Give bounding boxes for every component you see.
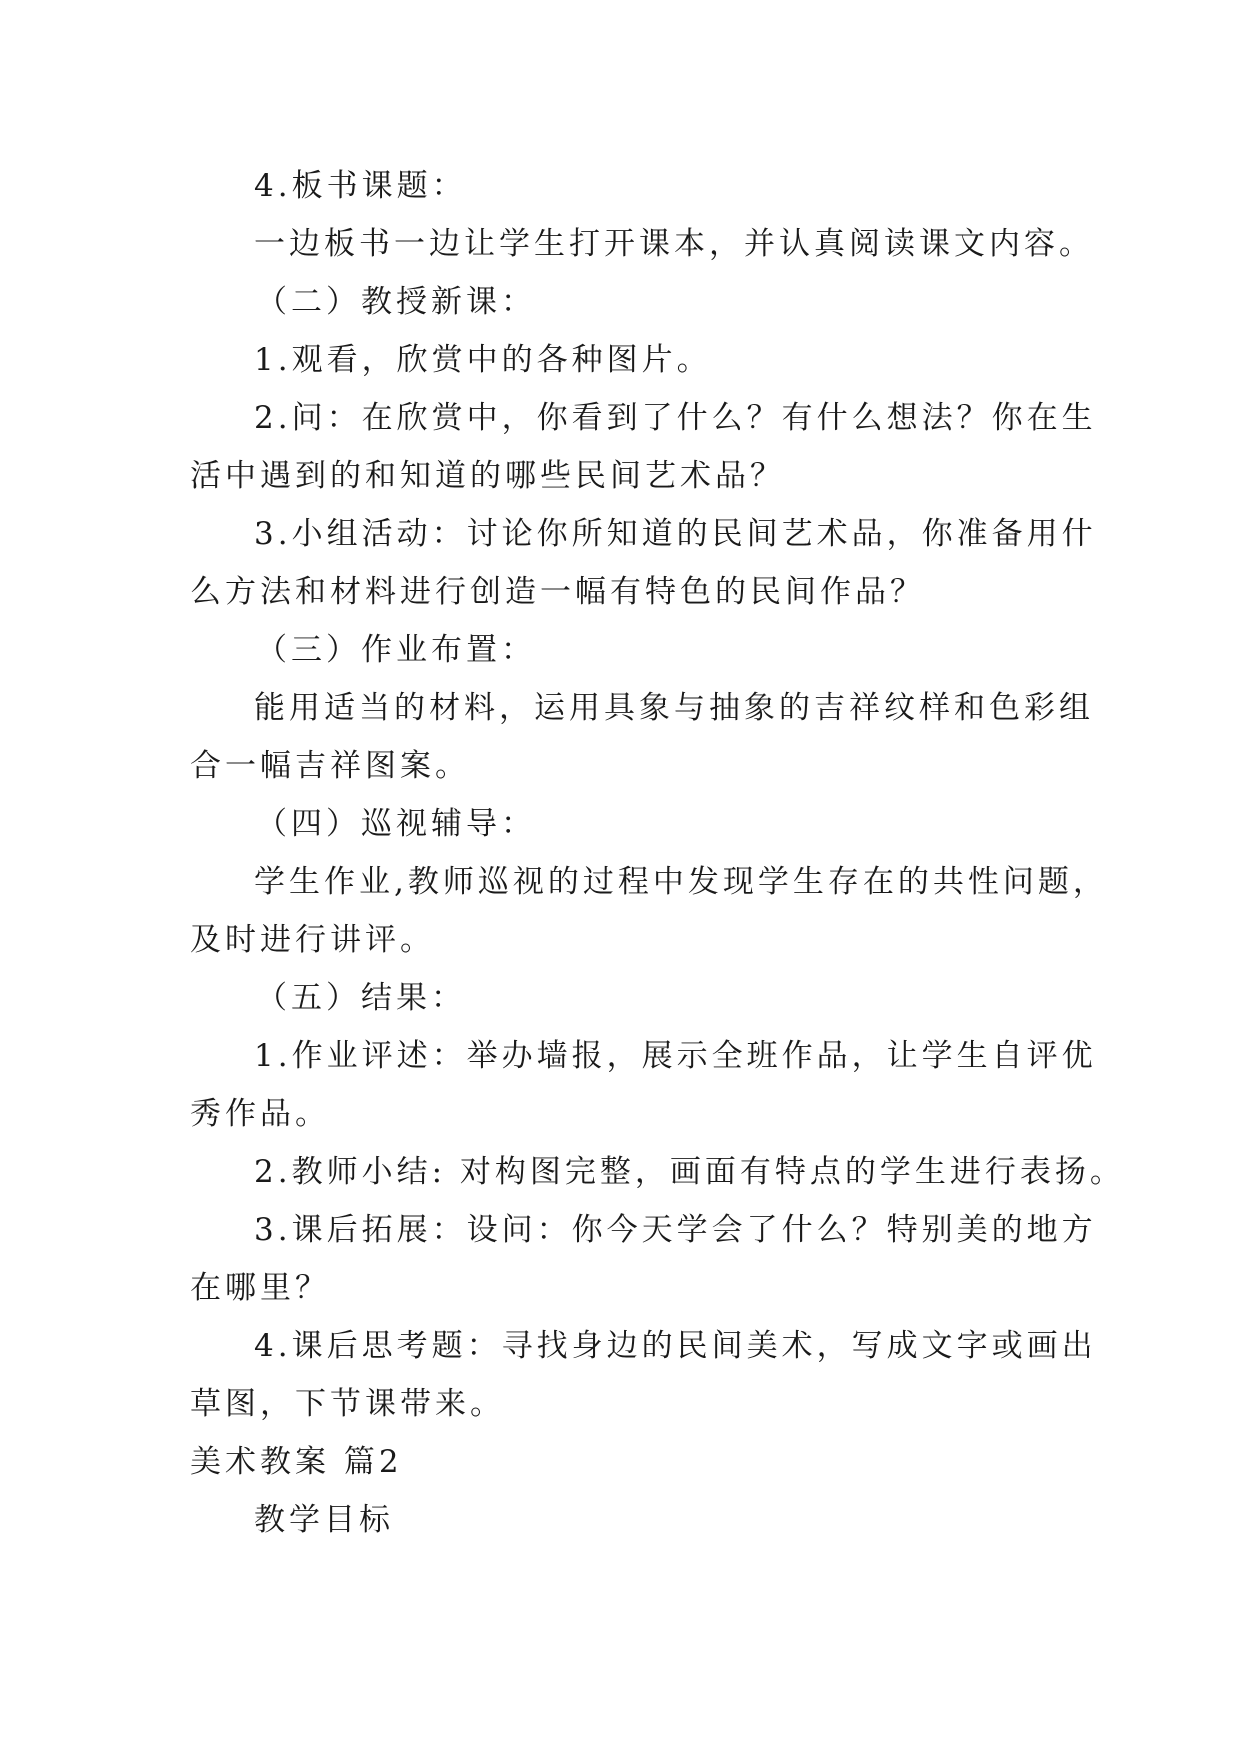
paragraph-line: 2.问：在欣赏中，你看到了什么？有什么想法？你在生 [254, 400, 1097, 436]
paragraph-line: 一边板书一边让学生打开课本，并认真阅读课文内容。 [254, 226, 1094, 262]
section-heading: 教学目标 [254, 1502, 394, 1538]
paragraph-line: 秀作品。 [190, 1096, 330, 1132]
paragraph-line: 2.教师小结: 对构图完整，画面有特点的学生进行表扬。 [254, 1154, 1125, 1190]
paragraph-line: 学生作业,教师巡视的过程中发现学生存在的共性问题， [254, 864, 1108, 900]
paragraph-line: 合一幅吉祥图案。 [190, 748, 470, 784]
paragraph-line: 在哪里？ [190, 1270, 330, 1306]
section-heading: （四）巡视辅导： [256, 806, 536, 842]
paragraph-line: 3.小组活动：讨论你所知道的民间艺术品，你准备用什 [254, 516, 1097, 552]
paragraph-line: 能用适当的材料，运用具象与抽象的吉祥纹样和色彩组 [254, 690, 1094, 726]
paragraph-line: 4.板书课题： [254, 168, 467, 204]
section-heading: （三）作业布置： [256, 632, 536, 668]
paragraph-line: 1.作业评述：举办墙报，展示全班作品，让学生自评优 [254, 1038, 1097, 1074]
paragraph-line: 3.课后拓展：设问：你今天学会了什么？特别美的地方 [254, 1212, 1097, 1248]
section-heading: （二）教授新课： [256, 284, 536, 320]
paragraph-line: 1.观看，欣赏中的各种图片。 [254, 342, 712, 378]
document-title: 美术教案 篇2 [190, 1444, 403, 1480]
paragraph-line: 草图，下节课带来。 [190, 1386, 505, 1422]
paragraph-line: 4.课后思考题：寻找身边的民间美术，写成文字或画出 [254, 1328, 1097, 1364]
paragraph-line: 及时进行讲评。 [190, 922, 435, 958]
section-heading: （五）结果： [256, 980, 466, 1016]
paragraph-line: 么方法和材料进行创造一幅有特色的民间作品？ [190, 574, 925, 610]
paragraph-line: 活中遇到的和知道的哪些民间艺术品？ [190, 458, 785, 494]
